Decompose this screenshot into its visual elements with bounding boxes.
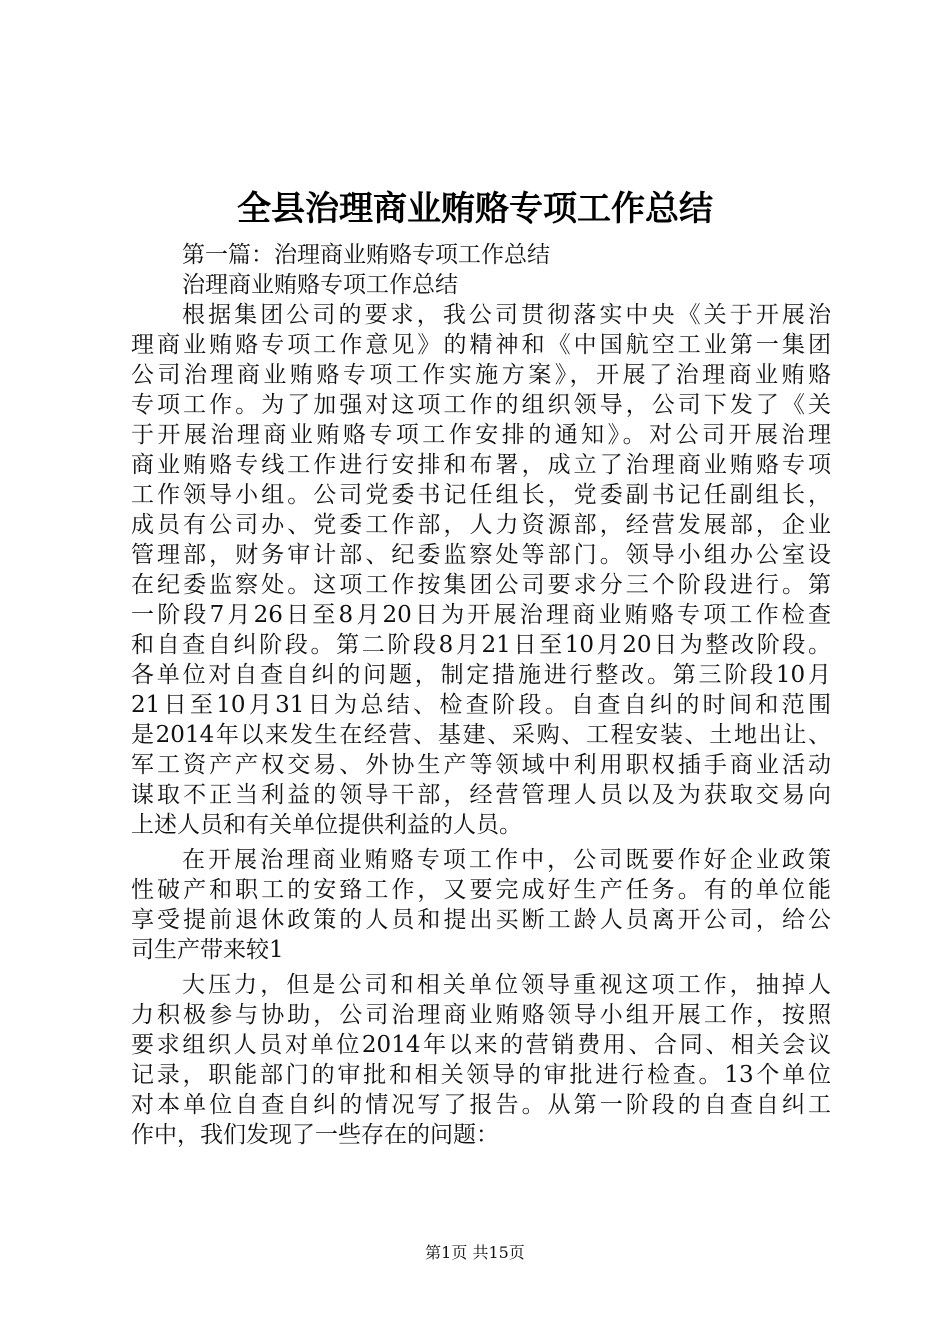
body-line: 军工资产产权交易、外协生产等领域中利用职权插手商业活动 [131, 752, 831, 778]
body-line: 记录，职能部门的审批和相关领导的审批进行检查。13个单位 [131, 1062, 831, 1088]
page-footer: 第1页 共15页 [425, 1243, 525, 1262]
body-line: 和自查自纠阶段。第二阶段8月21日至10月20日为整改阶段。 [131, 632, 831, 658]
body-line: 于开展治理商业贿赂专项工作安排的通知》。对公司开展治理 [131, 422, 831, 448]
body-line: 谋取不正当利益的领导干部，经营管理人员以及为获取交易向 [131, 782, 831, 808]
body-line: 在纪委监察处。这项工作按集团公司要求分三个阶段进行。第 [131, 572, 831, 598]
body-line: 大压力，但是公司和相关单位领导重视这项工作，抽掉人 [182, 972, 831, 998]
body-line: 一阶段7月26日至8月20日为开展治理商业贿赂专项工作检查 [131, 602, 831, 628]
section-subheading: 治理商业贿赂专项工作总结 [182, 272, 458, 298]
body-line: 司生产带来较1 [131, 937, 284, 963]
body-line: 21日至10月31日为总结、检查阶段。自查自纠的时间和范围 [131, 692, 831, 718]
body-line: 管理部，财务审计部、纪委监察处等部门。领导小组办公室设 [131, 542, 831, 568]
body-line: 工作领导小组。公司党委书记任组长，党委副书记任副组长， [131, 482, 831, 508]
body-line: 商业贿赂专线工作进行安排和布署，成立了治理商业贿赂专项 [131, 452, 831, 478]
document-title: 全县治理商业贿赂专项工作总结 [237, 189, 713, 229]
body-line: 上述人员和有关单位提供利益的人员。 [131, 812, 522, 838]
body-line: 对本单位自查自纠的情况写了报告。从第一阶段的自查自纠工 [131, 1092, 831, 1118]
section-heading: 第一篇：治理商业贿赂专项工作总结 [182, 242, 550, 268]
body-line: 在开展治理商业贿赂专项工作中，公司既要作好企业政策 [182, 847, 831, 873]
body-line: 享受提前退休政策的人员和提出买断工龄人员离开公司，给公 [131, 907, 831, 933]
body-line: 力积极参与协助，公司治理商业贿赂领导小组开展工作，按照 [131, 1002, 831, 1028]
body-line: 理商业贿赂专项工作意见》的精神和《中国航空工业第一集团 [131, 332, 831, 358]
body-line: 要求组织人员对单位2014年以来的营销费用、合同、相关会议 [131, 1032, 831, 1058]
body-line: 各单位对自查自纠的问题，制定措施进行整改。第三阶段10月 [131, 662, 831, 688]
body-line: 是2014年以来发生在经营、基建、采购、工程安装、土地出让、 [131, 722, 831, 748]
body-line: 性破产和职工的安臵工作，又要完成好生产任务。有的单位能 [131, 877, 831, 903]
body-line: 公司治理商业贿赂专项工作实施方案》，开展了治理商业贿赂 [131, 362, 831, 388]
body-line: 成员有公司办、党委工作部，人力资源部，经营发展部，企业 [131, 512, 831, 538]
body-line: 专项工作。为了加强对这项工作的组织领导，公司下发了《关 [131, 392, 831, 418]
body-line: 根据集团公司的要求，我公司贯彻落实中央《关于开展治 [182, 302, 831, 328]
body-line: 作中，我们发现了一些存在的问题： [131, 1122, 499, 1148]
